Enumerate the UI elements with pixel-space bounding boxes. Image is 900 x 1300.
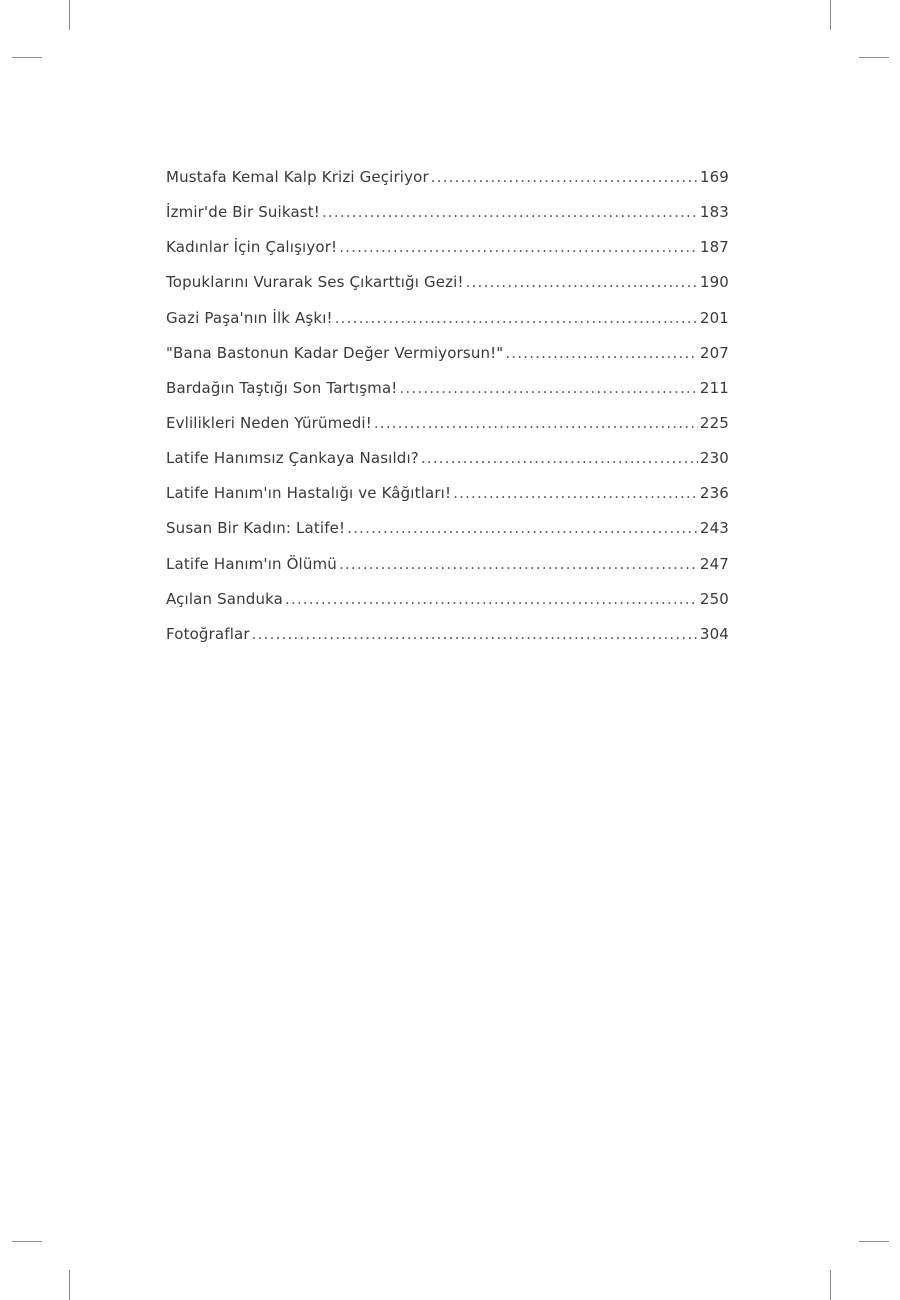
toc-entry: [166, 376, 729, 411]
toc-entry-title: Topuklarını Vurarak Ses Çıkarttığı Gezi!: [166, 273, 464, 292]
toc-entry-page: 236: [699, 484, 729, 503]
toc-entry-title: Evlilikleri Neden Yürümedi!: [166, 413, 372, 432]
crop-mark-top-left: [69, 0, 70, 30]
toc-entry: [166, 235, 729, 270]
toc-entry: [166, 622, 729, 657]
toc-entry-page: 207: [699, 343, 729, 362]
toc-dot-leader: [335, 306, 698, 330]
toc-entry-page: 230: [699, 449, 729, 468]
toc-entry-page: 211: [699, 378, 729, 397]
crop-mark-bottom-left: [69, 1270, 70, 1300]
crop-mark-top-right-h: [859, 57, 889, 58]
toc-entry-page: 190: [699, 273, 729, 292]
toc-entry: [166, 306, 729, 341]
toc-entry-title: "Bana Bastonun Kadar Değer Vermiyorsun!": [166, 343, 504, 362]
toc-dot-leader: [431, 165, 698, 189]
toc-dot-leader: [399, 376, 697, 400]
crop-mark-bottom-right-h: [859, 1241, 889, 1242]
toc-entry-title: Latife Hanım'ın Ölümü: [166, 554, 337, 573]
toc-dot-leader: [466, 270, 698, 294]
toc-entry-title: Mustafa Kemal Kalp Krizi Geçiriyor: [166, 168, 429, 186]
toc-dot-leader: [339, 552, 698, 576]
toc-entry: [166, 200, 729, 235]
toc-entry-page: 250: [699, 589, 729, 608]
toc-entry-title: Açılan Sanduka: [166, 589, 284, 608]
toc-entry-page: 183: [699, 203, 729, 222]
toc-entry: [166, 446, 729, 481]
toc-entry-page: 304: [699, 624, 729, 643]
crop-mark-bottom-right: [830, 1270, 831, 1300]
toc-entry-title: Latife Hanım'ın Hastalığı ve Kâğıtları!: [166, 484, 452, 503]
toc-entry-title: Kadınlar İçin Çalışıyor!: [166, 238, 338, 257]
toc-dot-leader: [252, 622, 698, 646]
toc-dot-leader: [347, 516, 698, 540]
toc-entry-page: 225: [699, 413, 729, 432]
toc-entry: [166, 481, 729, 516]
table-of-contents: [166, 165, 729, 657]
toc-dot-leader: [374, 411, 698, 435]
toc-dot-leader: [322, 200, 698, 224]
toc-entry-title: Bardağın Taştığı Son Tartışma!: [166, 378, 398, 397]
toc-dot-leader: [339, 235, 698, 259]
toc-entry-title: Susan Bir Kadın: Latife!: [166, 519, 346, 538]
toc-entry: [166, 516, 729, 551]
toc-entry-page: 187: [699, 238, 729, 257]
crop-mark-bottom-left-h: [12, 1241, 42, 1242]
toc-entry: [166, 552, 729, 587]
toc-dot-leader: [505, 341, 698, 365]
toc-entry: [166, 270, 729, 305]
crop-mark-top-left-h: [12, 57, 42, 58]
toc-entry-title: Latife Hanımsız Çankaya Nasıldı?: [166, 449, 419, 468]
toc-entry-page: 243: [699, 519, 729, 538]
crop-mark-top-right: [830, 0, 831, 30]
toc-dot-leader: [421, 446, 698, 470]
toc-entry-page: 169: [699, 168, 729, 186]
toc-entry: [166, 587, 729, 622]
toc-entry: [166, 411, 729, 446]
toc-dot-leader: [453, 481, 698, 505]
toc-entry: [166, 341, 729, 376]
toc-entry-page: 247: [699, 554, 729, 573]
toc-entry-title: İzmir'de Bir Suikast!: [166, 203, 320, 222]
toc-entry-title: Gazi Paşa'nın İlk Aşkı!: [166, 308, 333, 327]
toc-entry-title: Fotoğraflar: [166, 624, 250, 643]
toc-entry-page: 201: [699, 308, 729, 327]
toc-entry: [166, 165, 729, 200]
toc-dot-leader: [285, 587, 698, 611]
